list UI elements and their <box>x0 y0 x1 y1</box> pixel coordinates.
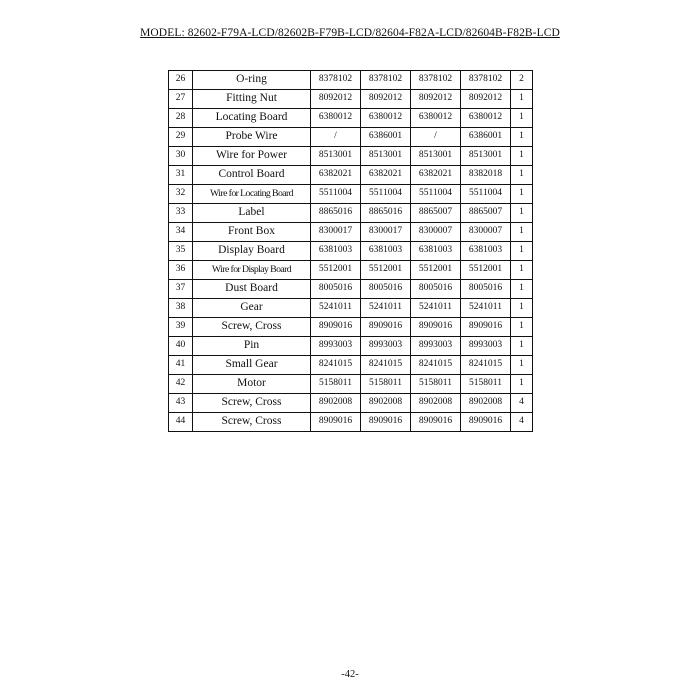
part-number-cell-3: 8909016 <box>411 413 461 432</box>
part-number-cell-2: 8092012 <box>361 90 411 109</box>
part-number-cell-4: 5241011 <box>461 299 511 318</box>
part-number-cell-1: 8909016 <box>311 413 361 432</box>
part-number-cell-2: 8909016 <box>361 413 411 432</box>
part-number-cell-1: 8513001 <box>311 147 361 166</box>
part-number-cell-2: 8993003 <box>361 337 411 356</box>
item-number-cell: 33 <box>169 204 193 223</box>
part-name-cell: Probe Wire <box>193 128 311 147</box>
part-number-cell-4: 8005016 <box>461 280 511 299</box>
part-number-cell-4: 8241015 <box>461 356 511 375</box>
part-number-cell-4: 5512001 <box>461 261 511 280</box>
part-number-cell-3: 8300007 <box>411 223 461 242</box>
table-row <box>169 166 533 185</box>
part-name-cell: Wire for Power <box>193 147 311 166</box>
part-number-cell-2: 5241011 <box>361 299 411 318</box>
quantity-cell: 1 <box>511 166 533 185</box>
table-row <box>169 204 533 223</box>
quantity-cell: 4 <box>511 413 533 432</box>
item-number-cell: 38 <box>169 299 193 318</box>
part-number-cell-2: 8513001 <box>361 147 411 166</box>
part-number-cell-3: 6380012 <box>411 109 461 128</box>
part-number-cell-1: 8005016 <box>311 280 361 299</box>
part-number-cell-2: 6386001 <box>361 128 411 147</box>
part-number-cell-3: 6381003 <box>411 242 461 261</box>
table-row <box>169 128 533 147</box>
part-number-cell-2: 5512001 <box>361 261 411 280</box>
quantity-cell: 1 <box>511 242 533 261</box>
table-row <box>169 71 533 90</box>
item-number-cell: 35 <box>169 242 193 261</box>
part-name-cell: Fitting Nut <box>193 90 311 109</box>
table-row <box>169 242 533 261</box>
item-number-cell: 37 <box>169 280 193 299</box>
item-number-cell: 34 <box>169 223 193 242</box>
part-number-cell-4: 5158011 <box>461 375 511 394</box>
part-name-cell: Small Gear <box>193 356 311 375</box>
quantity-cell: 1 <box>511 261 533 280</box>
part-number-cell-2: 8005016 <box>361 280 411 299</box>
quantity-cell: 1 <box>511 280 533 299</box>
part-number-cell-1: / <box>311 128 361 147</box>
quantity-cell: 1 <box>511 147 533 166</box>
quantity-cell: 1 <box>511 356 533 375</box>
table-row <box>169 185 533 204</box>
part-name-cell: Wire for Display Board <box>193 261 311 280</box>
page-number: -42- <box>341 669 359 680</box>
page-title: MODEL: 82602-F79A-LCD/82602B-F79B-LCD/82604-F82A-LCD/82604B-F82B-LCD <box>140 27 560 39</box>
item-number-cell: 43 <box>169 394 193 413</box>
quantity-cell: 2 <box>511 71 533 90</box>
item-number-cell: 41 <box>169 356 193 375</box>
part-number-cell-4: 6380012 <box>461 109 511 128</box>
quantity-cell: 4 <box>511 394 533 413</box>
item-number-cell: 39 <box>169 318 193 337</box>
part-number-cell-2: 6381003 <box>361 242 411 261</box>
part-name-cell: Dust Board <box>193 280 311 299</box>
part-number-cell-2: 5511004 <box>361 185 411 204</box>
part-name-cell: Front Box <box>193 223 311 242</box>
table-row <box>169 337 533 356</box>
quantity-cell: 1 <box>511 223 533 242</box>
part-number-cell-3: 8513001 <box>411 147 461 166</box>
part-name-cell: Screw, Cross <box>193 318 311 337</box>
part-number-cell-1: 6381003 <box>311 242 361 261</box>
item-number-cell: 26 <box>169 71 193 90</box>
part-number-cell-2: 5158011 <box>361 375 411 394</box>
table-row <box>169 394 533 413</box>
quantity-cell: 1 <box>511 185 533 204</box>
part-number-cell-3: 6382021 <box>411 166 461 185</box>
part-number-cell-1: 8300017 <box>311 223 361 242</box>
part-number-cell-2: 6382021 <box>361 166 411 185</box>
part-number-cell-4: 8993003 <box>461 337 511 356</box>
quantity-cell: 1 <box>511 337 533 356</box>
part-number-cell-1: 5158011 <box>311 375 361 394</box>
part-number-cell-4: 8513001 <box>461 147 511 166</box>
quantity-cell: 1 <box>511 299 533 318</box>
part-number-cell-2: 8865016 <box>361 204 411 223</box>
item-number-cell: 27 <box>169 90 193 109</box>
part-number-cell-3: 5158011 <box>411 375 461 394</box>
part-number-cell-4: 6386001 <box>461 128 511 147</box>
part-name-cell: O-ring <box>193 71 311 90</box>
part-number-cell-3: / <box>411 128 461 147</box>
part-number-cell-3: 5241011 <box>411 299 461 318</box>
part-number-cell-1: 8902008 <box>311 394 361 413</box>
part-number-cell-1: 8993003 <box>311 337 361 356</box>
item-number-cell: 31 <box>169 166 193 185</box>
part-name-cell: Locating Board <box>193 109 311 128</box>
part-number-cell-3: 8902008 <box>411 394 461 413</box>
part-number-cell-3: 8993003 <box>411 337 461 356</box>
table-row <box>169 109 533 128</box>
item-number-cell: 42 <box>169 375 193 394</box>
part-number-cell-1: 5241011 <box>311 299 361 318</box>
part-name-cell: Wire for Locating Board <box>193 185 311 204</box>
table-row <box>169 413 533 432</box>
part-number-cell-4: 8378102 <box>461 71 511 90</box>
part-number-cell-1: 6382021 <box>311 166 361 185</box>
part-number-cell-2: 8902008 <box>361 394 411 413</box>
part-number-cell-1: 8865016 <box>311 204 361 223</box>
part-number-cell-3: 8092012 <box>411 90 461 109</box>
part-number-cell-2: 8378102 <box>361 71 411 90</box>
table-row <box>169 280 533 299</box>
parts-table-body <box>169 71 533 432</box>
part-number-cell-1: 5511004 <box>311 185 361 204</box>
part-number-cell-3: 5511004 <box>411 185 461 204</box>
part-number-cell-1: 8092012 <box>311 90 361 109</box>
part-number-cell-4: 8909016 <box>461 413 511 432</box>
quantity-cell: 1 <box>511 128 533 147</box>
item-number-cell: 30 <box>169 147 193 166</box>
item-number-cell: 32 <box>169 185 193 204</box>
part-number-cell-1: 8909016 <box>311 318 361 337</box>
part-number-cell-4: 5511004 <box>461 185 511 204</box>
item-number-cell: 29 <box>169 128 193 147</box>
part-number-cell-4: 6381003 <box>461 242 511 261</box>
part-number-cell-4: 8865007 <box>461 204 511 223</box>
part-number-cell-3: 8005016 <box>411 280 461 299</box>
part-name-cell: Gear <box>193 299 311 318</box>
part-name-cell: Display Board <box>193 242 311 261</box>
table-row <box>169 261 533 280</box>
part-number-cell-4: 8300007 <box>461 223 511 242</box>
part-number-cell-3: 8865007 <box>411 204 461 223</box>
item-number-cell: 40 <box>169 337 193 356</box>
table-row <box>169 356 533 375</box>
table-row <box>169 90 533 109</box>
part-number-cell-4: 8902008 <box>461 394 511 413</box>
quantity-cell: 1 <box>511 90 533 109</box>
quantity-cell: 1 <box>511 375 533 394</box>
part-name-cell: Screw, Cross <box>193 413 311 432</box>
item-number-cell: 28 <box>169 109 193 128</box>
part-name-cell: Control Board <box>193 166 311 185</box>
part-name-cell: Label <box>193 204 311 223</box>
part-number-cell-1: 8241015 <box>311 356 361 375</box>
part-number-cell-4: 8382018 <box>461 166 511 185</box>
part-number-cell-2: 8241015 <box>361 356 411 375</box>
table-row <box>169 147 533 166</box>
table-row <box>169 299 533 318</box>
part-number-cell-3: 5512001 <box>411 261 461 280</box>
quantity-cell: 1 <box>511 204 533 223</box>
table-row <box>169 318 533 337</box>
part-number-cell-3: 8909016 <box>411 318 461 337</box>
part-number-cell-3: 8241015 <box>411 356 461 375</box>
part-number-cell-2: 8909016 <box>361 318 411 337</box>
part-name-cell: Screw, Cross <box>193 394 311 413</box>
part-name-cell: Motor <box>193 375 311 394</box>
quantity-cell: 1 <box>511 109 533 128</box>
table-row <box>169 375 533 394</box>
part-number-cell-4: 8092012 <box>461 90 511 109</box>
part-number-cell-1: 6380012 <box>311 109 361 128</box>
item-number-cell: 36 <box>169 261 193 280</box>
quantity-cell: 1 <box>511 318 533 337</box>
part-number-cell-1: 5512001 <box>311 261 361 280</box>
part-number-cell-2: 8300017 <box>361 223 411 242</box>
part-number-cell-1: 8378102 <box>311 71 361 90</box>
parts-table <box>168 70 533 432</box>
table-row <box>169 223 533 242</box>
part-number-cell-4: 8909016 <box>461 318 511 337</box>
part-number-cell-3: 8378102 <box>411 71 461 90</box>
item-number-cell: 44 <box>169 413 193 432</box>
part-number-cell-2: 6380012 <box>361 109 411 128</box>
part-name-cell: Pin <box>193 337 311 356</box>
